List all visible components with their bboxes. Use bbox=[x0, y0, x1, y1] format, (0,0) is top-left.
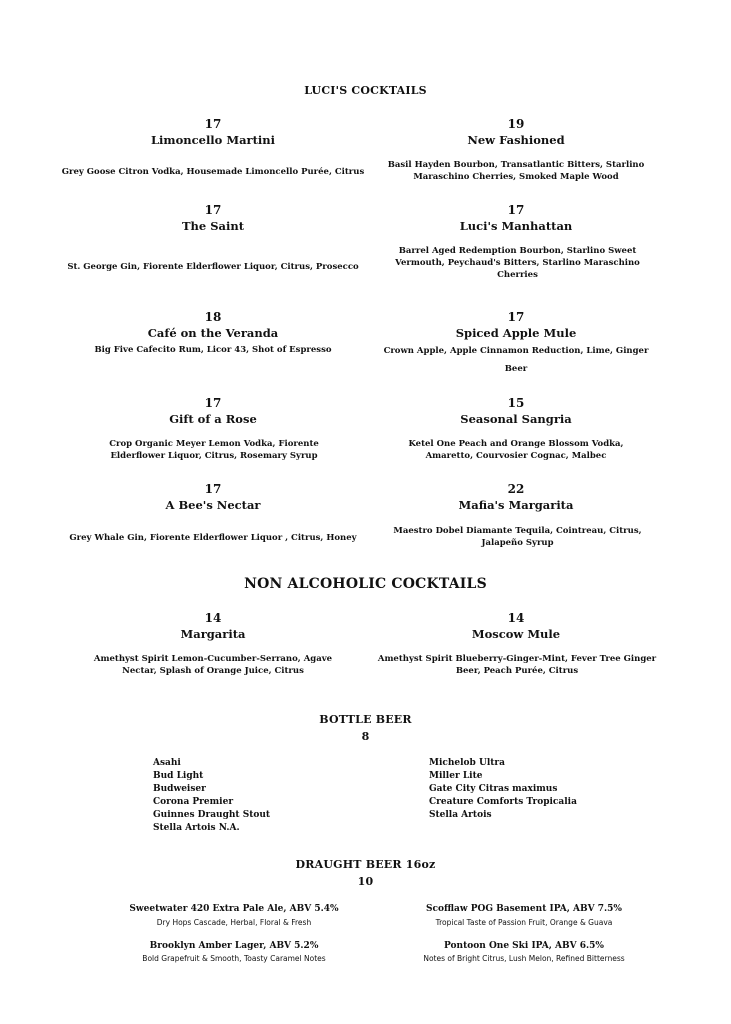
draught-beer-notes: Dry Hops Cascade, Herbal, Floral & Fresh bbox=[156, 918, 312, 927]
cocktail-price: 18 bbox=[204, 310, 222, 324]
cocktail-name: The Saint bbox=[181, 219, 245, 233]
mocktail-description: Amethyst Spirit Blueberry-Ginger-Mint, Fever Tree Ginger Beer, Peach Purée, Citrus bbox=[377, 654, 657, 676]
cocktail-description: Ketel One Peach and Orange Blossom Vodka, Amaretto, Courvosier Cognac, Malbec bbox=[408, 439, 624, 461]
mocktail-name: Moscow Mule bbox=[471, 627, 561, 641]
cocktail-name: Luci's Manhattan bbox=[459, 219, 573, 233]
mocktail-price: 14 bbox=[507, 611, 525, 625]
cocktail-description: Grey Goose Citron Vodka, Housemade Limoncello Purée, Citrus bbox=[61, 167, 365, 177]
bottle-beer-list-left bbox=[153, 757, 353, 835]
draught-beer-notes: Notes of Bright Citrus, Lush Melon, Refined Bitterness bbox=[423, 954, 625, 963]
draught-beer-name: Sweetwater 420 Extra Pale Ale, ABV 5.4% bbox=[129, 904, 339, 914]
draught-beer-section-title: DRAUGHT BEER 16oz bbox=[295, 858, 436, 871]
bottle-beer-list-right bbox=[429, 757, 629, 822]
draught-beer-notes: Bold Grapefruit & Smooth, Toasty Caramel Notes bbox=[142, 954, 326, 963]
cocktail-description: Barrel Aged Redemption Bourbon, Starlino Sweet Vermouth, Peychaud's Bitters, Starlino Maraschino Cherries bbox=[395, 246, 640, 280]
bottle-beer-section-title: BOTTLE BEER bbox=[319, 713, 412, 726]
beer-item: Creature Comforts Tropicalia bbox=[429, 797, 577, 807]
cocktail-price: 17 bbox=[507, 310, 525, 324]
cocktail-name: New Fashioned bbox=[467, 133, 565, 147]
cocktail-price: 17 bbox=[204, 396, 222, 410]
cocktail-price: 22 bbox=[507, 482, 525, 496]
mocktail-price: 14 bbox=[204, 611, 222, 625]
draught-beer-notes: Tropical Taste of Passion Fruit, Orange & Guava bbox=[435, 918, 613, 927]
beer-item: Budweiser bbox=[153, 784, 206, 794]
cocktail-name: Spiced Apple Mule bbox=[455, 326, 577, 340]
beer-item: Stella Artois bbox=[429, 810, 492, 820]
beer-item: Asahi bbox=[153, 758, 181, 768]
mocktail-name: Margarita bbox=[180, 627, 246, 641]
cocktail-description: Grey Whale Gin, Fiorente Elderflower Liquor , Citrus, Honey bbox=[69, 533, 357, 543]
cocktail-description: Crown Apple, Apple Cinnamon Reduction, Lime, Ginger bbox=[383, 346, 649, 356]
cocktail-description: Crop Organic Meyer Lemon Vodka, Fiorente Elderflower Liquor, Citrus, Rosemary Syrup bbox=[109, 439, 319, 461]
cocktail-name: Gift of a Rose bbox=[169, 412, 257, 426]
cocktail-price: 17 bbox=[204, 203, 222, 217]
beer-item: Michelob Ultra bbox=[429, 758, 505, 768]
cocktail-name: Limoncello Martini bbox=[150, 133, 276, 147]
draught-beer-price: 10 bbox=[357, 875, 374, 888]
cocktail-price: 17 bbox=[204, 482, 222, 496]
cocktail-price: 15 bbox=[507, 396, 525, 410]
cocktails-section-title: LUCI'S COCKTAILS bbox=[304, 84, 427, 97]
non-alcoholic-section-title: NON ALCOHOLIC COCKTAILS bbox=[244, 576, 487, 592]
beer-item: Stella Artois N.A. bbox=[153, 823, 240, 833]
cocktail-name: Café on the Veranda bbox=[147, 326, 279, 340]
beer-item: Gate City Citras maximus bbox=[429, 784, 558, 794]
cocktail-name: Mafia's Margarita bbox=[458, 498, 574, 512]
cocktail-description: St. George Gin, Fiorente Elderflower Liquor, Citrus, Prosecco bbox=[67, 262, 359, 272]
beer-item: Guinnes Draught Stout bbox=[153, 810, 271, 820]
draught-beer-name: Scofflaw POG Basement IPA, ABV 7.5% bbox=[426, 904, 622, 914]
cocktail-description-continued: Beer bbox=[504, 364, 528, 374]
cocktail-price: 17 bbox=[204, 117, 222, 131]
bottle-beer-price: 8 bbox=[361, 730, 370, 743]
mocktail-description: Amethyst Spirit Lemon-Cucumber-Serrano, Agave Nectar, Splash of Orange Juice, Citrus bbox=[93, 654, 333, 676]
cocktail-price: 17 bbox=[507, 203, 525, 217]
cocktail-name: A Bee's Nectar bbox=[165, 498, 261, 512]
cocktail-description: Big Five Cafecito Rum, Licor 43, Shot of Espresso bbox=[94, 345, 332, 355]
cocktail-description: Maestro Dobel Diamante Tequila, Cointreau, Citrus, Jalapeño Syrup bbox=[393, 526, 642, 548]
cocktail-price: 19 bbox=[507, 117, 525, 131]
beer-item: Miller Lite bbox=[429, 771, 483, 781]
draught-beer-name: Pontoon One Ski IPA, ABV 6.5% bbox=[444, 941, 604, 951]
cocktail-name: Seasonal Sangria bbox=[460, 412, 572, 426]
cocktail-description: Basil Hayden Bourbon, Transatlantic Bitters, Starlino Maraschino Cherries, Smoked Maple Wood bbox=[387, 160, 645, 182]
draught-beer-name: Brooklyn Amber Lager, ABV 5.2% bbox=[149, 941, 319, 951]
beer-item: Bud Light bbox=[153, 771, 204, 781]
beer-item: Corona Premier bbox=[153, 797, 234, 807]
